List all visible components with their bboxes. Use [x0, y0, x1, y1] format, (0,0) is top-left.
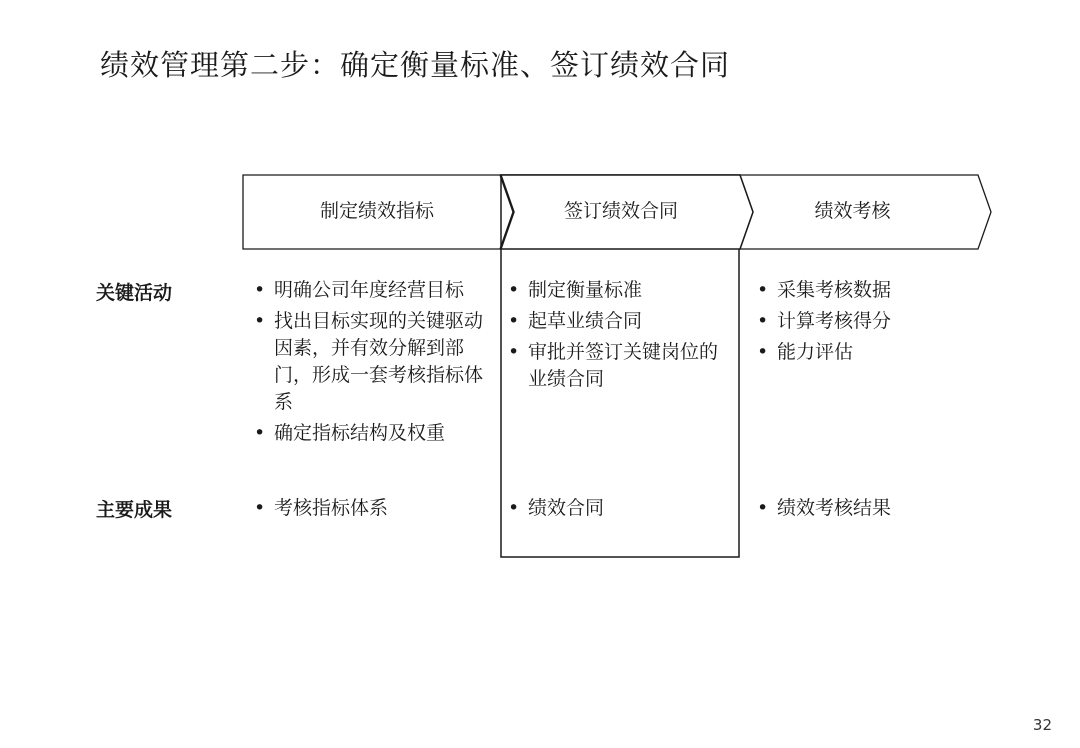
results-cell-1: [250, 495, 498, 526]
page-number: 32: [1032, 716, 1052, 734]
row-label-results: 主要成果: [96, 499, 173, 521]
list-item: • 计算考核得分: [753, 308, 993, 335]
activities-cell-1: [250, 277, 498, 451]
activities-cell-2: [504, 277, 736, 397]
list-item: • 找出目标实现的关键驱动因素，并有效分解到部门，形成一套考核指标体系: [250, 308, 498, 416]
list-item: • 明确公司年度经营目标: [250, 277, 498, 304]
list-item: • 绩效合同: [504, 495, 736, 522]
list-item: • 审批并签订关键岗位的业绩合同: [504, 339, 736, 393]
activities-cell-3: [753, 277, 993, 370]
stage-1-label: 制定绩效指标: [319, 200, 434, 222]
list-item: • 制定衡量标准: [504, 277, 736, 304]
page-title: 绩效管理第二步：确定衡量标准、签订绩效合同: [100, 48, 731, 82]
list-item: • 绩效考核结果: [753, 495, 993, 522]
stage-3-label: 绩效考核: [814, 200, 891, 222]
stage-2-label: 签订绩效合同: [563, 200, 678, 222]
list-item: • 能力评估: [753, 339, 993, 366]
list-item: • 采集考核数据: [753, 277, 993, 304]
list-item: • 考核指标体系: [250, 495, 498, 522]
row-label-activities: 关键活动: [96, 282, 173, 304]
results-cell-3: [753, 495, 993, 526]
results-cell-2: [504, 495, 736, 526]
list-item: • 起草业绩合同: [504, 308, 736, 335]
list-item: • 确定指标结构及权重: [250, 420, 498, 447]
